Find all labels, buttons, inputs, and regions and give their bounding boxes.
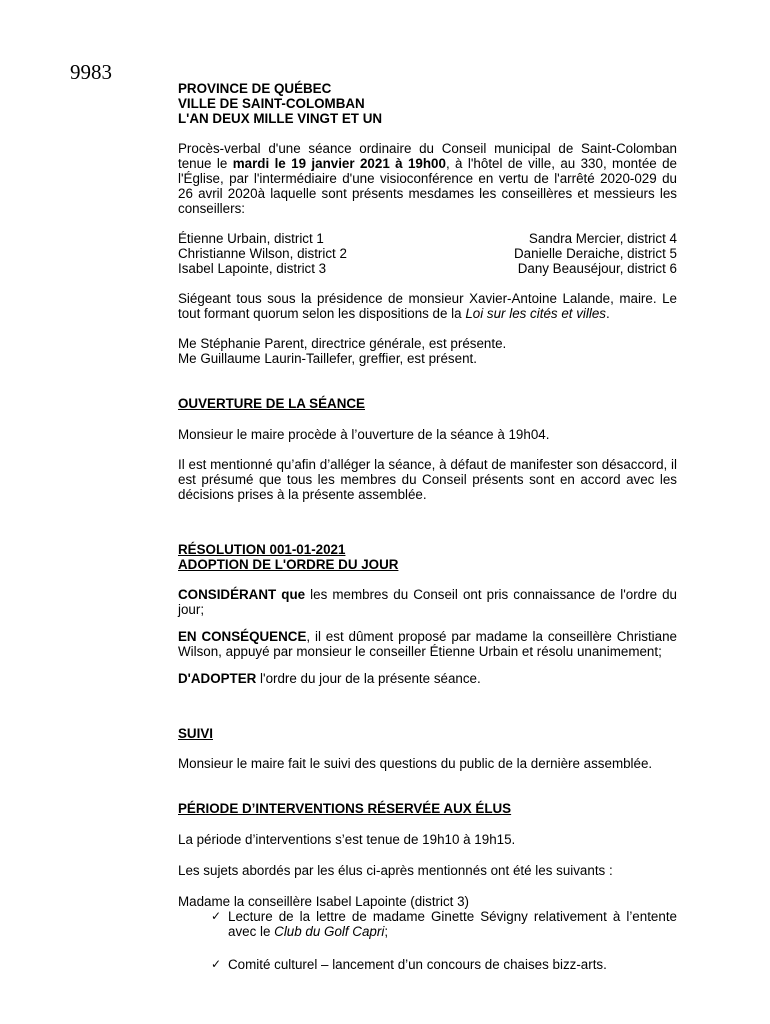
periode-para-2: Les sujets abordés par les élus ci-après mentionnés ont été les suivants :: [178, 863, 613, 878]
suivi-paragraph: Monsieur le maire fait le suivi des questions du public de la dernière assemblée.: [178, 756, 653, 771]
item-text-2: Comité culturel – lancement d’un concours de chaises bizz-arts.: [228, 957, 607, 972]
golf-club-name: Club du Golf Capri: [274, 924, 385, 939]
list-item: [211, 957, 677, 972]
ouverture-para-2: Il est mentionné qu’afin d’alléger la séance, à défaut de manifester son désaccord, il est présumé que tous les membres du Conseil présents sont en accord avec les décisions prises à la présente assemblée.: [178, 457, 677, 502]
considerant-paragraph: [178, 587, 677, 617]
header-year: L'AN DEUX MILLE VINGT ET UN: [178, 111, 383, 126]
header-city: VILLE DE SAINT-COLOMBAN: [178, 96, 365, 111]
presidence-text-2: .: [605, 306, 610, 321]
presidence-paragraph: [178, 291, 677, 321]
intro-text-2: , à l'hôtel de ville, au 330, montée de l'Église, par l'intermédiaire d'une visioconférence en vertu de l'arrêté 2020-029 du 26 avril 2020à laquelle sont présents mesdames les conseillères et messieurs les conseillers:: [178, 156, 677, 216]
document-header: [178, 81, 677, 126]
councillor-right-3: Dany Beauséjour, district 6: [517, 261, 677, 276]
item-text-1: Lecture de la lettre de madame Ginette Sévigny relativement à l’entente avec le: [228, 909, 677, 939]
periode-heading: PÉRIODE D’INTERVENTIONS RÉSERVÉE AUX ÉLUS: [178, 801, 512, 816]
officer-director: Me Stéphanie Parent, directrice générale, est présente.: [178, 336, 507, 351]
item-text-1b: ;: [384, 924, 389, 939]
officer-clerk: Me Guillaume Laurin-Taillefer, greffier, est présent.: [178, 351, 477, 366]
page-number: 9983: [70, 60, 112, 84]
councillor-left-2: Christianne Wilson, district 2: [178, 246, 347, 261]
resolution-title: ADOPTION DE L'ORDRE DU JOUR: [178, 557, 399, 572]
resolution-number: RÉSOLUTION 001-01-2021: [178, 542, 346, 557]
considerant-label: CONSIDÉRANT que: [178, 587, 306, 602]
considerant-text: les membres du Conseil ont pris connaissance de l'ordre du jour;: [178, 587, 677, 617]
intro-paragraph: [178, 141, 677, 216]
header-province: PROVINCE DE QUÉBEC: [178, 81, 332, 96]
document-body: [178, 81, 677, 972]
councillor-right-2: Danielle Deraiche, district 5: [514, 246, 677, 261]
councillor-left-1: Étienne Urbain, district 1: [178, 231, 324, 246]
intro-date: mardi le 19 janvier 2021 à 19h00: [232, 156, 446, 171]
periode-para-3: Madame la conseillère Isabel Lapointe (district 3): [178, 894, 470, 909]
officers: [178, 336, 677, 366]
councillor-right-1: Sandra Mercier, district 4: [528, 231, 677, 246]
consequence-text: , il est dûment proposé par madame la conseillère Christiane Wilson, appuyé par monsieur le conseiller Étienne Urbain et résolu unanimement;: [178, 629, 677, 659]
adopter-paragraph: [178, 671, 677, 686]
consequence-label: EN CONSÉQUENCE: [178, 629, 307, 644]
consequence-paragraph: [178, 629, 677, 659]
checkmark-icon: ✓: [211, 957, 222, 971]
adopter-text: l'ordre du jour de la présente séance.: [256, 671, 481, 686]
adopter-label: D'ADOPTER: [178, 671, 257, 686]
subjects-list: [178, 909, 677, 972]
ouverture-para-1: Monsieur le maire procède à l’ouverture de la séance à 19h04.: [178, 427, 550, 442]
presidence-text-1: Siégeant tous sous la présidence de monsieur Xavier-Antoine Lalande, maire. Le tout formant quorum selon les dispositions de la: [178, 291, 677, 321]
councillors-list: [178, 231, 677, 276]
councillor-left-3: Isabel Lapointe, district 3: [178, 261, 327, 276]
checkmark-icon: ✓: [211, 909, 222, 923]
suivi-heading: SUIVI: [178, 726, 213, 741]
periode-para-1: La période d’interventions s’est tenue de 19h10 à 19h15.: [178, 832, 516, 847]
list-item: [211, 909, 677, 939]
law-title: Loi sur les cités et villes: [465, 306, 606, 321]
ouverture-heading: OUVERTURE DE LA SÉANCE: [178, 396, 365, 411]
intro-text-1: Procès-verbal d'une séance ordinaire du Conseil municipal de Saint-Colomban tenue le: [178, 141, 677, 171]
